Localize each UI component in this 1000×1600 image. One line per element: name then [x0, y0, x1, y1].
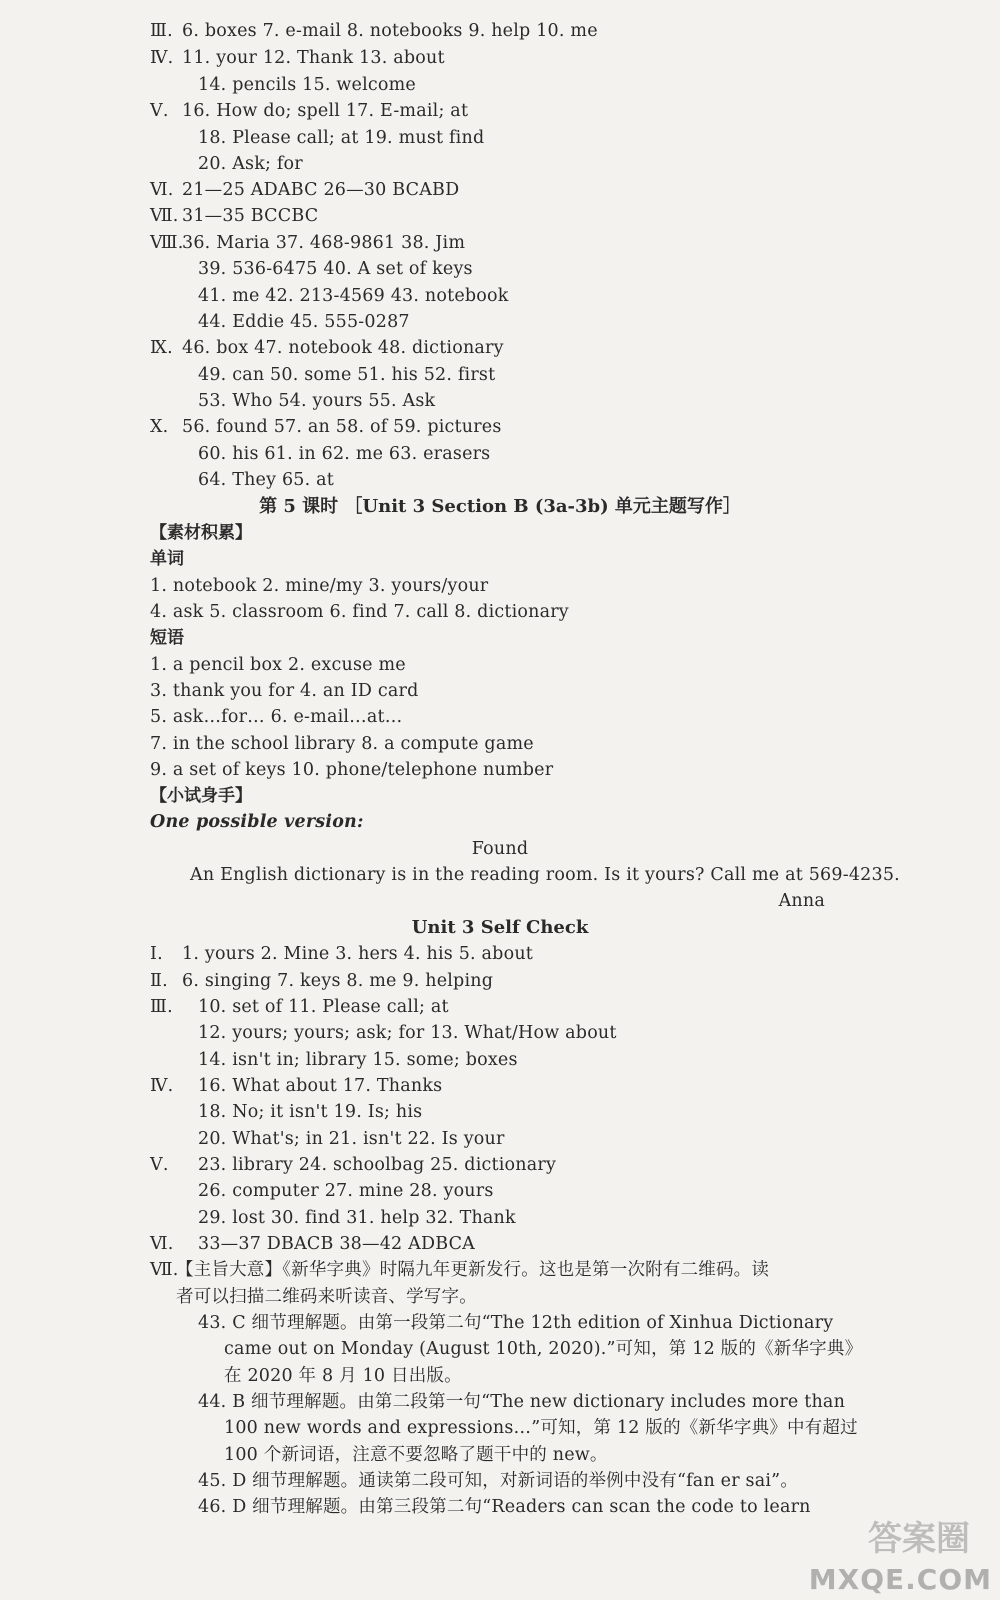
- answer-line: 12. yours; yours; ask; for 13. What/How about: [198, 1023, 617, 1043]
- version-label-line: One possible version:: [150, 812, 364, 832]
- answer-line: Ⅹ. 56. found 57. an 58. of 59. pictures: [150, 417, 502, 437]
- answer-line: 20. Ask; for: [198, 154, 303, 174]
- answer-line: 18. No; it isn't 19. Is; his: [198, 1102, 423, 1122]
- word-line: 1. notebook 2. mine/my 3. yours/your: [150, 576, 489, 596]
- explanation-line: 在 2020 年 8 月 10 日出版。: [224, 1366, 462, 1386]
- answer-line: 18. Please call; at 19. must find: [198, 128, 485, 148]
- answer-line: Ⅴ. 16. How do; spell 17. E-mail; at: [150, 101, 469, 121]
- answer-line: Ⅱ. 6. singing 7. keys 8. me 9. helping: [150, 971, 494, 991]
- material-heading: 【素材积累】: [150, 523, 252, 543]
- answer-line: 60. his 61. in 62. me 63. erasers: [198, 444, 491, 464]
- explanation-line: 100 个新词语，注意不要忽略了题干中的 new。: [224, 1445, 608, 1465]
- answer-line: 20. What's; in 21. isn't 22. Is your: [198, 1129, 505, 1149]
- answer-line: 26. computer 27. mine 28. yours: [198, 1181, 494, 1201]
- answer-line: Ⅴ. 23. library 24. schoolbag 25. dictionary: [150, 1155, 557, 1175]
- answer-line: 39. 536-6475 40. A set of keys: [198, 259, 473, 279]
- answer-line: 53. Who 54. yours 55. Ask: [198, 391, 436, 411]
- answer-line: Ⅵ. 33—37 DBACB 38—42 ADBCA: [150, 1234, 476, 1254]
- answer-line: Ⅳ. 11. your 12. Thank 13. about: [150, 48, 445, 68]
- answer-line: Ⅲ. 6. boxes 7. e-mail 8. notebooks 9. help 10. me: [150, 21, 598, 41]
- explanation-line: 100 new words and expressions…”可知，第 12 版的《新华字典》中有超过: [224, 1418, 858, 1438]
- answer-line: Ⅰ. 1. yours 2. Mine 3. hers 4. his 5. about: [150, 944, 534, 964]
- answer-line: Ⅲ. 10. set of 11. Please call; at: [150, 997, 449, 1017]
- explanation-line: 44. B 细节理解题。由第二段第一句“The new dictionary includes more than: [198, 1392, 846, 1412]
- answer-line: 44. Eddie 45. 555-0287: [198, 312, 410, 332]
- words-heading: 单词: [150, 549, 184, 569]
- answer-line: Ⅵ. 21—25 ADABC 26—30 BCABD: [150, 180, 460, 200]
- phrase-line: 3. thank you for 4. an ID card: [150, 681, 419, 701]
- phrase-line: 7. in the school library 8. a compute game: [150, 734, 534, 754]
- answer-line: 49. can 50. some 51. his 52. first: [198, 365, 496, 385]
- answer-line: 41. me 42. 213-4569 43. notebook: [198, 286, 509, 306]
- phrase-line: 1. a pencil box 2. excuse me: [150, 655, 406, 675]
- watermark-url: MXQE.COM: [808, 1563, 992, 1596]
- answer-line: Ⅶ. 31—35 BCCBC: [150, 206, 319, 226]
- answer-line: Ⅷ. 36. Maria 37. 468-9861 38. Jim: [150, 233, 466, 253]
- answer-line: Ⅳ. 16. What about 17. Thanks: [150, 1076, 443, 1096]
- phrases-heading: 短语: [150, 628, 184, 648]
- vii-main-line: Ⅶ. 【主旨大意】《新华字典》时隔九年更新发行。这也是第一次附有二维码。读: [150, 1260, 770, 1280]
- vii-main-line: 者可以扫描二维码来听读音、学写字。: [176, 1287, 477, 1307]
- watermark-logo: 答案圈: [868, 1519, 970, 1559]
- phrase-line: 9. a set of keys 10. phone/telephone number: [150, 760, 554, 780]
- try-heading: 【小试身手】: [150, 786, 252, 806]
- notice-title: Found: [471, 839, 529, 859]
- lesson5-title: 第 5 课时 ［Unit 3 Section B (3a-3b) 单元主题写作］: [259, 496, 741, 517]
- explanation-line: 45. D 细节理解题。通读第二段可知，对新词语的举例中没有“fan er sai”。: [198, 1471, 799, 1491]
- answer-line: 64. They 65. at: [198, 470, 335, 490]
- phrase-line: 5. ask…for… 6. e-mail…at…: [150, 707, 403, 727]
- answer-line: 14. isn't in; library 15. some; boxes: [198, 1050, 518, 1070]
- self-check-title: Unit 3 Self Check: [411, 917, 589, 938]
- explanation-line: came out on Monday (August 10th, 2020).”可知，第 12 版的《新华字典》: [224, 1339, 863, 1359]
- answer-line: 14. pencils 15. welcome: [198, 75, 416, 95]
- explanation-line: 46. D 细节理解题。由第三段第二句“Readers can scan the code to learn: [198, 1497, 811, 1517]
- notice-sign: Anna: [778, 891, 825, 911]
- word-line: 4. ask 5. classroom 6. find 7. call 8. dictionary: [150, 602, 569, 622]
- explanation-line: 43. C 细节理解题。由第一段第二句“The 12th edition of Xinhua Dictionary: [198, 1313, 834, 1333]
- notice-body: An English dictionary is in the reading room. Is it yours? Call me at 569-4235.: [190, 865, 900, 885]
- answer-line: 29. lost 30. find 31. help 32. Thank: [198, 1208, 516, 1228]
- answer-line: Ⅸ. 46. box 47. notebook 48. dictionary: [150, 338, 504, 358]
